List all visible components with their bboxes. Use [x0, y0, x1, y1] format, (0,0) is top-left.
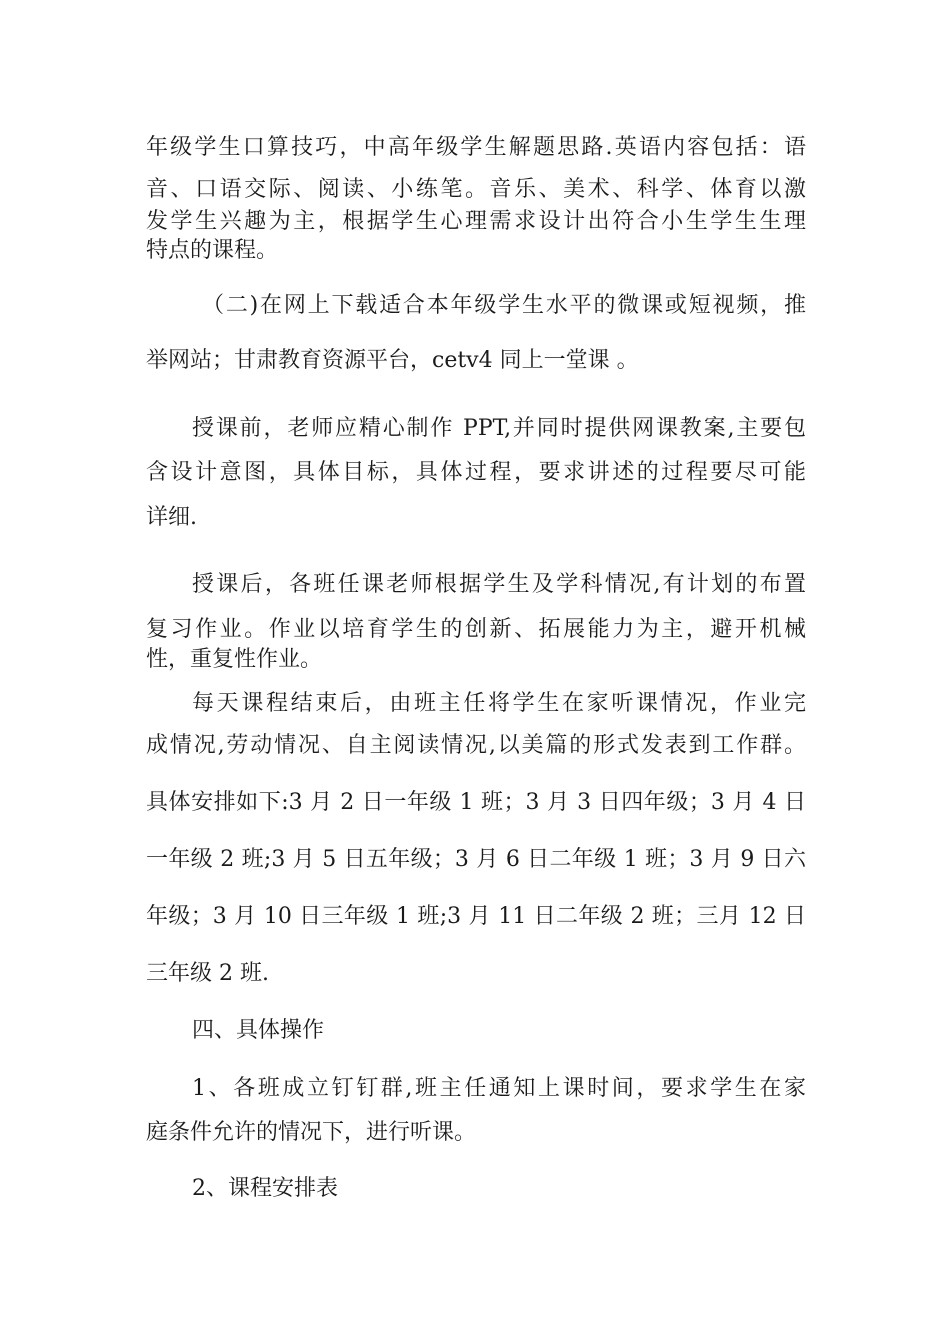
text-line: 每天课程结束后，由班主任将学生在家听课情况，作业完: [192, 691, 806, 716]
text-line: 性，重复性作业。: [146, 647, 323, 672]
text-line: 含设计意图，具体目标，具体过程，要求讲述的过程要尽可能: [146, 460, 806, 485]
text-line: 一年级 2 班;3 月 5 日五年级；3 月 6 日二年级 1 班；3 月 9 日六: [146, 847, 806, 872]
text-line: 特点的课程。: [146, 238, 279, 263]
text-line: 举网站；甘肃教育资源平台，cetv4 同上一堂课 。: [146, 348, 639, 373]
section-heading: 四、具体操作: [192, 1018, 325, 1043]
subsection-heading: 2、课程安排表: [192, 1176, 338, 1201]
text-line: 发学生兴趣为主，根据学生心理需求设计出符合小生学生生理: [146, 209, 806, 234]
text-line: 年级；3 月 10 日三年级 1 班;3 月 11 日二年级 2 班；三月 12 日: [146, 904, 806, 929]
text-line: 年级学生口算技巧，中高年级学生解题思路.英语内容包括：语: [146, 135, 806, 160]
text-line: 复习作业。作业以培育学生的创新、拓展能力为主，避开机械: [146, 617, 806, 642]
text-line: 成情况,劳动情况、自主阅读情况,以美篇的形式发表到工作群。: [146, 733, 806, 758]
text-line: 授课前，老师应精心制作 PPT,并同时提供网课教案,主要包: [192, 416, 806, 441]
text-line: 音、口语交际、阅读、小练笔。音乐、美术、科学、体育以激: [146, 177, 806, 202]
text-line: 1、各班成立钉钉群,班主任通知上课时间，要求学生在家: [192, 1076, 806, 1101]
text-line: 三年级 2 班.: [146, 961, 269, 986]
text-line: （二)在网上下载适合本年级学生水平的微课或短视频，推: [202, 293, 806, 318]
text-line: 授课后，各班任课老师根据学生及学科情况,有计划的布置: [192, 572, 806, 597]
text-line: 详细.: [146, 505, 197, 530]
text-line: 庭条件允许的情况下，进行听课。: [146, 1120, 477, 1145]
text-line: 具体安排如下:3 月 2 日一年级 1 班；3 月 3 日四年级；3 月 4 日: [146, 790, 806, 815]
